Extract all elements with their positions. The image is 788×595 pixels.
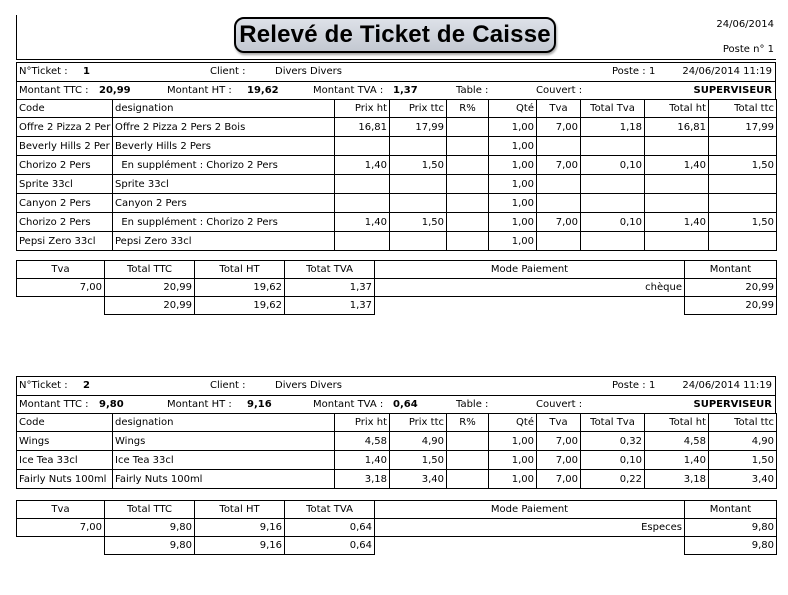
montant-ht-value: 9,16 bbox=[247, 399, 272, 410]
cell-designation: Pepsi Zero 33cl bbox=[113, 232, 335, 251]
ticket-2-summary bbox=[16, 500, 776, 555]
cell-total-ht: 4,58 bbox=[645, 432, 709, 451]
poste-value: 1 bbox=[649, 66, 656, 77]
summary-header-row bbox=[17, 261, 777, 279]
column-header-prix-ttc: Prix ttc bbox=[390, 100, 447, 118]
cell-prix-ht: 3,18 bbox=[335, 470, 390, 489]
cell-prix-ttc: 1,50 bbox=[390, 213, 447, 232]
summary-row bbox=[17, 279, 777, 297]
cell-prix-ttc: 3,40 bbox=[390, 470, 447, 489]
table-row bbox=[17, 194, 777, 213]
cell-prix-ht: 1,40 bbox=[335, 451, 390, 470]
cell-total-ttc bbox=[709, 194, 777, 213]
cell-tva bbox=[537, 232, 581, 251]
ticket-no-label: N°Ticket : bbox=[19, 66, 68, 77]
summary-table bbox=[16, 260, 777, 315]
cell-prix-ht bbox=[335, 137, 390, 156]
cell-remise bbox=[447, 451, 489, 470]
summary-tva: 7,00 bbox=[17, 519, 105, 537]
report-poste: Poste n° 1 bbox=[722, 44, 774, 55]
column-header-total-ttc: Total ttc bbox=[709, 100, 777, 118]
ticket-1-summary bbox=[16, 260, 776, 315]
cell-remise bbox=[447, 137, 489, 156]
cell-prix-ttc bbox=[390, 137, 447, 156]
summary-total-ttc: 20,99 bbox=[105, 279, 195, 297]
column-header-qte: Qté bbox=[489, 414, 537, 432]
summary-totals-row bbox=[17, 297, 777, 315]
summary-sum-montant: 9,80 bbox=[685, 537, 777, 555]
cell-total-ttc: 3,40 bbox=[709, 470, 777, 489]
cell-total-tva bbox=[581, 137, 645, 156]
cell-prix-ttc: 17,99 bbox=[390, 118, 447, 137]
cell-total-ht: 16,81 bbox=[645, 118, 709, 137]
table-header-row bbox=[17, 100, 777, 118]
cell-tva: 7,00 bbox=[537, 432, 581, 451]
summary-header-4: Mode Paiement bbox=[375, 261, 685, 279]
cell-total-ht: 1,40 bbox=[645, 451, 709, 470]
cell-total-tva bbox=[581, 232, 645, 251]
montant-ht-label: Montant HT : bbox=[167, 85, 232, 96]
cell-designation: En supplément : Chorizo 2 Pers bbox=[113, 213, 335, 232]
column-header-prix-ht: Prix ht bbox=[335, 414, 390, 432]
cell-tva bbox=[537, 137, 581, 156]
cell-tva: 7,00 bbox=[537, 470, 581, 489]
cell-remise bbox=[447, 470, 489, 489]
summary-mode-paiement: Especes bbox=[375, 519, 685, 537]
cell-prix-ht: 16,81 bbox=[335, 118, 390, 137]
column-header-prix-ht: Prix ht bbox=[335, 100, 390, 118]
report-title: Relevé de Ticket de Caisse bbox=[234, 17, 556, 53]
ticket-no-value: 2 bbox=[83, 380, 90, 391]
poste-label: Poste : bbox=[612, 380, 646, 391]
table-row bbox=[17, 213, 777, 232]
ticket-2 bbox=[16, 376, 776, 489]
summary-total-ttc: 9,80 bbox=[105, 519, 195, 537]
summary-montant: 20,99 bbox=[685, 279, 777, 297]
summary-header-1: Total TTC bbox=[105, 261, 195, 279]
summary-totals-spacer bbox=[17, 537, 105, 555]
items-table bbox=[16, 413, 777, 489]
cell-prix-ttc bbox=[390, 175, 447, 194]
ticket-datetime: 24/06/2014 11:19 bbox=[682, 380, 772, 391]
column-header-remise: R% bbox=[447, 100, 489, 118]
montant-tva-label: Montant TVA : bbox=[313, 399, 384, 410]
cell-total-tva: 0,10 bbox=[581, 213, 645, 232]
summary-row bbox=[17, 519, 777, 537]
header-rule bbox=[16, 59, 776, 60]
summary-total-ht: 19,62 bbox=[195, 279, 285, 297]
cell-total-ht bbox=[645, 232, 709, 251]
summary-header-5: Montant bbox=[685, 501, 777, 519]
cell-qte: 1,00 bbox=[489, 118, 537, 137]
table-row bbox=[17, 451, 777, 470]
cell-total-ht: 1,40 bbox=[645, 156, 709, 175]
cell-total-ttc: 17,99 bbox=[709, 118, 777, 137]
cell-remise bbox=[447, 213, 489, 232]
cell-designation: Offre 2 Pizza 2 Pers 2 Bois bbox=[113, 118, 335, 137]
summary-total-ht: 9,16 bbox=[195, 519, 285, 537]
summary-header-0: Tva bbox=[17, 501, 105, 519]
cell-total-ht: 3,18 bbox=[645, 470, 709, 489]
column-header-total-ttc: Total ttc bbox=[709, 414, 777, 432]
cell-prix-ht: 1,40 bbox=[335, 213, 390, 232]
cell-qte: 1,00 bbox=[489, 232, 537, 251]
column-header-remise: R% bbox=[447, 414, 489, 432]
items-table bbox=[16, 99, 777, 251]
cell-code: Offre 2 Pizza 2 Per bbox=[17, 118, 113, 137]
client-value: Divers Divers bbox=[275, 66, 342, 77]
cell-code: Ice Tea 33cl bbox=[17, 451, 113, 470]
montant-tva-value: 0,64 bbox=[393, 399, 418, 410]
table-row bbox=[17, 432, 777, 451]
cell-remise bbox=[447, 194, 489, 213]
column-header-tva: Tva bbox=[537, 414, 581, 432]
cell-total-ht: 1,40 bbox=[645, 213, 709, 232]
summary-header-2: Total HT bbox=[195, 261, 285, 279]
column-header-total-ht: Total ht bbox=[645, 414, 709, 432]
ticket-info bbox=[16, 62, 776, 100]
cell-code: Wings bbox=[17, 432, 113, 451]
summary-sum-ht: 19,62 bbox=[195, 297, 285, 315]
cell-qte: 1,00 bbox=[489, 213, 537, 232]
cell-total-ht bbox=[645, 137, 709, 156]
cell-designation: Canyon 2 Pers bbox=[113, 194, 335, 213]
couvert-label: Couvert : bbox=[536, 85, 583, 96]
cell-code: Fairly Nuts 100ml bbox=[17, 470, 113, 489]
ticket-1 bbox=[16, 62, 776, 251]
summary-sum-montant: 20,99 bbox=[685, 297, 777, 315]
cell-prix-ttc bbox=[390, 194, 447, 213]
table-row bbox=[17, 470, 777, 489]
column-header-total-ht: Total ht bbox=[645, 100, 709, 118]
summary-header-1: Total TTC bbox=[105, 501, 195, 519]
cell-total-ttc bbox=[709, 175, 777, 194]
cell-code: Chorizo 2 Pers bbox=[17, 156, 113, 175]
summary-totals-gap bbox=[375, 537, 685, 555]
table-row bbox=[17, 137, 777, 156]
user-value: SUPERVISEUR bbox=[693, 399, 772, 410]
summary-header-3: Totat TVA bbox=[285, 501, 375, 519]
cell-remise bbox=[447, 232, 489, 251]
montant-ttc-value: 9,80 bbox=[99, 399, 124, 410]
ticket-no-value: 1 bbox=[83, 66, 90, 77]
summary-header-2: Total HT bbox=[195, 501, 285, 519]
column-header-designation: designation bbox=[113, 414, 335, 432]
cell-tva bbox=[537, 194, 581, 213]
montant-ht-label: Montant HT : bbox=[167, 399, 232, 410]
cell-qte: 1,00 bbox=[489, 156, 537, 175]
table-row bbox=[17, 156, 777, 175]
header-left-rule bbox=[16, 15, 17, 60]
table-label: Table : bbox=[456, 85, 489, 96]
montant-ht-value: 19,62 bbox=[247, 85, 279, 96]
cell-total-ttc: 1,50 bbox=[709, 213, 777, 232]
cell-tva: 7,00 bbox=[537, 451, 581, 470]
client-value: Divers Divers bbox=[275, 380, 342, 391]
montant-ttc-label: Montant TTC : bbox=[19, 85, 89, 96]
column-header-code: Code bbox=[17, 100, 113, 118]
cell-total-tva: 0,10 bbox=[581, 451, 645, 470]
cell-remise bbox=[447, 175, 489, 194]
cell-total-tva bbox=[581, 175, 645, 194]
poste-value: 1 bbox=[649, 380, 656, 391]
column-header-total-tva: Total Tva bbox=[581, 414, 645, 432]
cell-prix-ht bbox=[335, 232, 390, 251]
column-header-code: Code bbox=[17, 414, 113, 432]
cell-prix-ht bbox=[335, 194, 390, 213]
cell-total-ttc: 4,90 bbox=[709, 432, 777, 451]
cell-total-tva bbox=[581, 194, 645, 213]
couvert-label: Couvert : bbox=[536, 399, 583, 410]
column-header-designation: designation bbox=[113, 100, 335, 118]
cell-qte: 1,00 bbox=[489, 175, 537, 194]
cell-total-tva: 0,32 bbox=[581, 432, 645, 451]
montant-ttc-value: 20,99 bbox=[99, 85, 131, 96]
table-label: Table : bbox=[456, 399, 489, 410]
cell-code: Canyon 2 Pers bbox=[17, 194, 113, 213]
cell-prix-ttc: 4,90 bbox=[390, 432, 447, 451]
summary-totals-gap bbox=[375, 297, 685, 315]
column-header-qte: Qté bbox=[489, 100, 537, 118]
table-row bbox=[17, 232, 777, 251]
cell-qte: 1,00 bbox=[489, 194, 537, 213]
cell-qte: 1,00 bbox=[489, 451, 537, 470]
poste-label: Poste : bbox=[612, 66, 646, 77]
summary-tva: 7,00 bbox=[17, 279, 105, 297]
montant-tva-value: 1,37 bbox=[393, 85, 418, 96]
cell-total-tva: 1,18 bbox=[581, 118, 645, 137]
summary-sum-tva: 0,64 bbox=[285, 537, 375, 555]
cell-total-ttc bbox=[709, 232, 777, 251]
cell-remise bbox=[447, 432, 489, 451]
summary-header-5: Montant bbox=[685, 261, 777, 279]
summary-totals-row bbox=[17, 537, 777, 555]
cell-prix-ttc bbox=[390, 232, 447, 251]
cell-total-ttc: 1,50 bbox=[709, 451, 777, 470]
montant-ttc-label: Montant TTC : bbox=[19, 399, 89, 410]
cell-qte: 1,00 bbox=[489, 470, 537, 489]
summary-table bbox=[16, 500, 777, 555]
cell-total-tva: 0,10 bbox=[581, 156, 645, 175]
cell-tva: 7,00 bbox=[537, 118, 581, 137]
summary-header-row bbox=[17, 501, 777, 519]
cell-total-ht bbox=[645, 194, 709, 213]
ticket-info bbox=[16, 376, 776, 414]
cell-code: Beverly Hills 2 Per bbox=[17, 137, 113, 156]
summary-total-tva: 0,64 bbox=[285, 519, 375, 537]
cell-total-ttc bbox=[709, 137, 777, 156]
cell-prix-ht bbox=[335, 175, 390, 194]
cell-designation: Sprite 33cl bbox=[113, 175, 335, 194]
cell-qte: 1,00 bbox=[489, 137, 537, 156]
cell-designation: En supplément : Chorizo 2 Pers bbox=[113, 156, 335, 175]
cell-designation: Wings bbox=[113, 432, 335, 451]
montant-tva-label: Montant TVA : bbox=[313, 85, 384, 96]
cell-tva bbox=[537, 175, 581, 194]
cell-designation: Fairly Nuts 100ml bbox=[113, 470, 335, 489]
cell-code: Pepsi Zero 33cl bbox=[17, 232, 113, 251]
summary-sum-ttc: 9,80 bbox=[105, 537, 195, 555]
cell-code: Chorizo 2 Pers bbox=[17, 213, 113, 232]
cell-designation: Beverly Hills 2 Pers bbox=[113, 137, 335, 156]
client-label: Client : bbox=[210, 380, 246, 391]
summary-header-3: Totat TVA bbox=[285, 261, 375, 279]
cell-prix-ttc: 1,50 bbox=[390, 156, 447, 175]
cell-code: Sprite 33cl bbox=[17, 175, 113, 194]
cell-prix-ttc: 1,50 bbox=[390, 451, 447, 470]
cell-qte: 1,00 bbox=[489, 432, 537, 451]
summary-header-4: Mode Paiement bbox=[375, 501, 685, 519]
summary-montant: 9,80 bbox=[685, 519, 777, 537]
cell-remise bbox=[447, 118, 489, 137]
cell-designation: Ice Tea 33cl bbox=[113, 451, 335, 470]
cell-prix-ht: 1,40 bbox=[335, 156, 390, 175]
table-header-row bbox=[17, 414, 777, 432]
table-row bbox=[17, 175, 777, 194]
user-value: SUPERVISEUR bbox=[693, 85, 772, 96]
cell-total-tva: 0,22 bbox=[581, 470, 645, 489]
cell-total-ht bbox=[645, 175, 709, 194]
cell-total-ttc: 1,50 bbox=[709, 156, 777, 175]
summary-totals-spacer bbox=[17, 297, 105, 315]
client-label: Client : bbox=[210, 66, 246, 77]
cell-prix-ht: 4,58 bbox=[335, 432, 390, 451]
summary-sum-tva: 1,37 bbox=[285, 297, 375, 315]
cell-tva: 7,00 bbox=[537, 213, 581, 232]
cell-remise bbox=[447, 156, 489, 175]
column-header-prix-ttc: Prix ttc bbox=[390, 414, 447, 432]
summary-sum-ttc: 20,99 bbox=[105, 297, 195, 315]
column-header-total-tva: Total Tva bbox=[581, 100, 645, 118]
cell-tva: 7,00 bbox=[537, 156, 581, 175]
summary-sum-ht: 9,16 bbox=[195, 537, 285, 555]
summary-mode-paiement: chèque bbox=[375, 279, 685, 297]
ticket-no-label: N°Ticket : bbox=[19, 380, 68, 391]
table-row bbox=[17, 118, 777, 137]
summary-total-tva: 1,37 bbox=[285, 279, 375, 297]
report-date: 24/06/2014 bbox=[716, 19, 774, 30]
column-header-tva: Tva bbox=[537, 100, 581, 118]
ticket-datetime: 24/06/2014 11:19 bbox=[682, 66, 772, 77]
summary-header-0: Tva bbox=[17, 261, 105, 279]
